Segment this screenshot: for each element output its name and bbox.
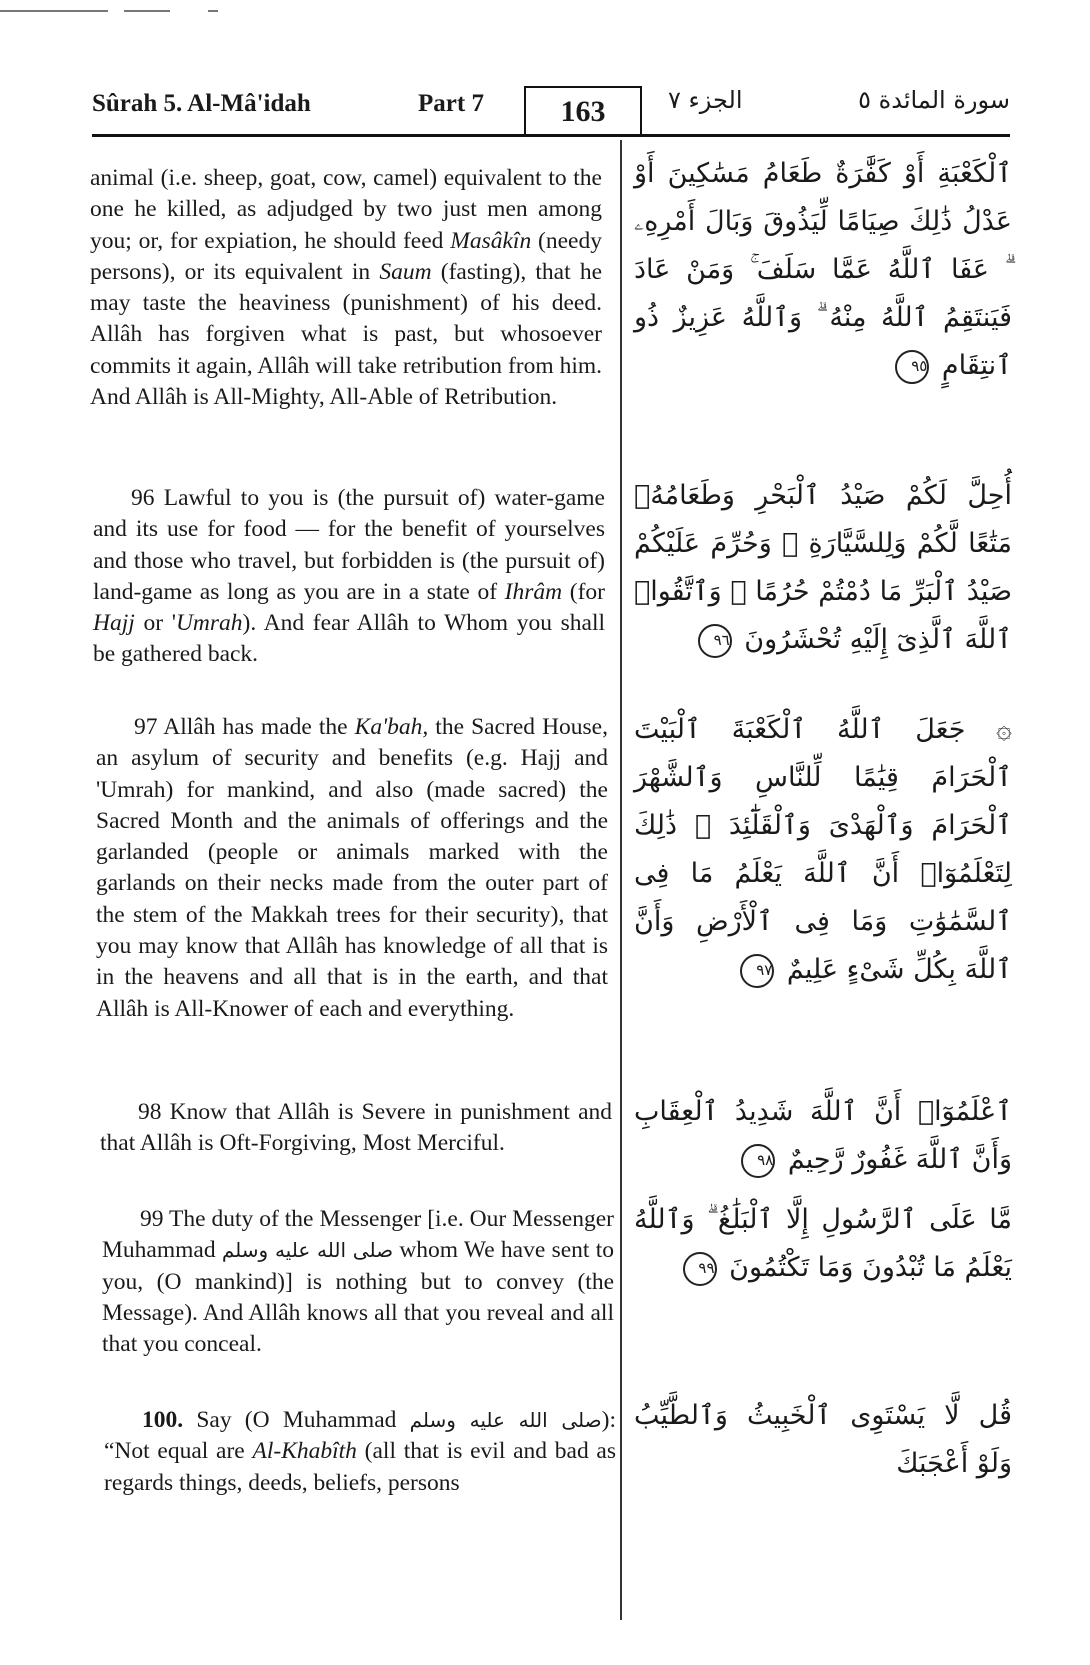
arabic-part-label: الجزء ٧ [668, 86, 743, 114]
verse-98-arabic: ٱعْلَمُوٓا۟ أَنَّ ٱللَّهَ شَدِيدُ ٱلْعِقَابِ وَأَنَّ ٱللَّهَ غَفُورٌ رَّحِيمٌ ٩٨ [634, 1088, 1012, 1184]
verse-97-translation: 97 Allâh has made the Ka'bah, the Sacred House, an asylum of security and benefits (e.g. Hajj and 'Umrah) for mankind, and also (made sacred) the Sacred Month and the animals of offerings and the garlanded (people or animals marked with the garlands on their necks made from the outer part of the stem of the Makkah trees for their security), that you may know that Allâh has knowledge of all that is in the heavens and all that is in the earth, and that Allâh is All-Knower of each and everything. [96, 714, 608, 1022]
surah-title: Sûrah 5. Al-Mâ'idah [92, 90, 311, 117]
verse-98-translation: 98 Know that Allâh is Severe in punishment and that Allâh is Oft-Forgiving, Most Merciful. [100, 1099, 612, 1157]
verse-95-arabic: ٱلْكَعْبَةِ أَوْ كَفَّٰرَةٌ طَعَامُ مَسَٰكِينَ أَوْ عَدْلُ ذَٰلِكَ صِيَامًا لِّيَذُوقَ وَبَالَ أَمْرِهِۦ ۗ عَفَا ٱللَّهُ عَمَّا سَلَفَ ۚ وَمَنْ عَادَ فَيَنتَقِمُ ٱللَّهُ مِنْهُ ۗ وَٱللَّهُ عَزِيزٌ ذُو ٱنتِقَامٍ ٩٥ [634, 150, 1012, 390]
scan-mark [208, 10, 218, 12]
page-header [92, 84, 1010, 137]
salutation-text: صلى الله عليه وسلم [409, 1408, 602, 1432]
verse-96-translation: 96 Lawful to you is (the pursuit of) water-game and its use for food — for the benefit of yourselves and those who travel, but forbidden is (the pursuit of) land-game as long as you are in a state of Ihrâm (for Hajj or 'Umrah). And fear Allâh to Whom you shall be gathered back. [93, 485, 606, 668]
part-label: Part 7 [418, 90, 484, 117]
verse-number: 100. [142, 1407, 184, 1433]
ayah-end-marker: ٩٩ [683, 1252, 717, 1286]
verse-95-translation: animal (i.e. sheep, goat, cow, camel) equivalent to the one he killed, as adjudged by two just men among you; or, for expiation, he should feed Masâkîn (needy persons), or its equivalent in Saum (fasting), that he may taste the heaviness (punishment) of his deed. Allâh has forgiven what is past, but whosoever commits it again, Allâh will take retribution from him. And Allâh is All-Mighty, All-Able of Retribution. [90, 165, 603, 411]
salutation-text: صلى الله عليه وسلم [221, 1238, 394, 1263]
arabic-surah-title: سورة المائدة ٥ [858, 86, 1010, 114]
scan-mark [0, 10, 108, 12]
verse-99-translation: 99 The duty of the Messenger [i.e. Our Messenger Muhammad صلى الله عليه وسلم whom We have sent to you, (O mankind)] is nothing but to convey (the Message). And Allâh knows all that you reveal and all that you conceal. [102, 1206, 614, 1358]
ayah-end-marker: ٩٥ [895, 350, 929, 384]
ayah-end-marker: ٩٦ [698, 624, 732, 658]
verse-99-arabic: مَّا عَلَى ٱلرَّسُولِ إِلَّا ٱلْبَلَٰغُ ۗ وَٱللَّهُ يَعْلَمُ مَا تُبْدُونَ وَمَا تَكْتُمُونَ ٩٩ [634, 1196, 1012, 1292]
verse-96-arabic: أُحِلَّ لَكُمْ صَيْدُ ٱلْبَحْرِ وَطَعَامُهُۥ مَتَٰعًا لَّكُمْ وَلِلسَّيَّارَةِ ۖ وَحُرِّمَ عَلَيْكُمْ صَيْدُ ٱلْبَرِّ مَا دُمْتُمْ حُرُمًا ۗ وَٱتَّقُوا۟ ٱللَّهَ ٱلَّذِىٓ إِلَيْهِ تُحْشَرُونَ ٩٦ [634, 472, 1012, 664]
verse-number: 97 [134, 714, 158, 740]
ayah-end-marker: ٩٨ [741, 1144, 775, 1178]
verse-number: 99 [140, 1206, 164, 1232]
ayah-end-marker: ٩٧ [740, 954, 774, 988]
column-divider [620, 140, 622, 1620]
verse-100-translation: 100. Say (O Muhammad صلى الله عليه وسلم): “Not equal are Al-Khabîth (all that is evil and bad as regards things, deeds, beliefs, persons [104, 1407, 617, 1496]
scan-mark [124, 10, 170, 12]
verse-number: 98 [138, 1099, 162, 1125]
verse-97-arabic: ۞ جَعَلَ ٱللَّهُ ٱلْكَعْبَةَ ٱلْبَيْتَ ٱلْحَرَامَ قِيَٰمًا لِّلنَّاسِ وَٱلشَّهْرَ ٱلْحَرَامَ وَٱلْهَدْىَ وَٱلْقَلَٰٓئِدَ ۚ ذَٰلِكَ لِتَعْلَمُوٓا۟ أَنَّ ٱللَّهَ يَعْلَمُ مَا فِى ٱلسَّمَٰوَٰتِ وَمَا فِى ٱلْأَرْضِ وَأَنَّ ٱللَّهَ بِكُلِّ شَىْءٍ عَلِيمٌ ٩٧ [634, 706, 1012, 994]
verse-number: 96 [131, 485, 155, 511]
page-number: 163 [524, 86, 642, 136]
verse-100-arabic: قُل لَّا يَسْتَوِى ٱلْخَبِيثُ وَٱلطَّيِّبُ وَلَوْ أَعْجَبَكَ [634, 1400, 1012, 1479]
